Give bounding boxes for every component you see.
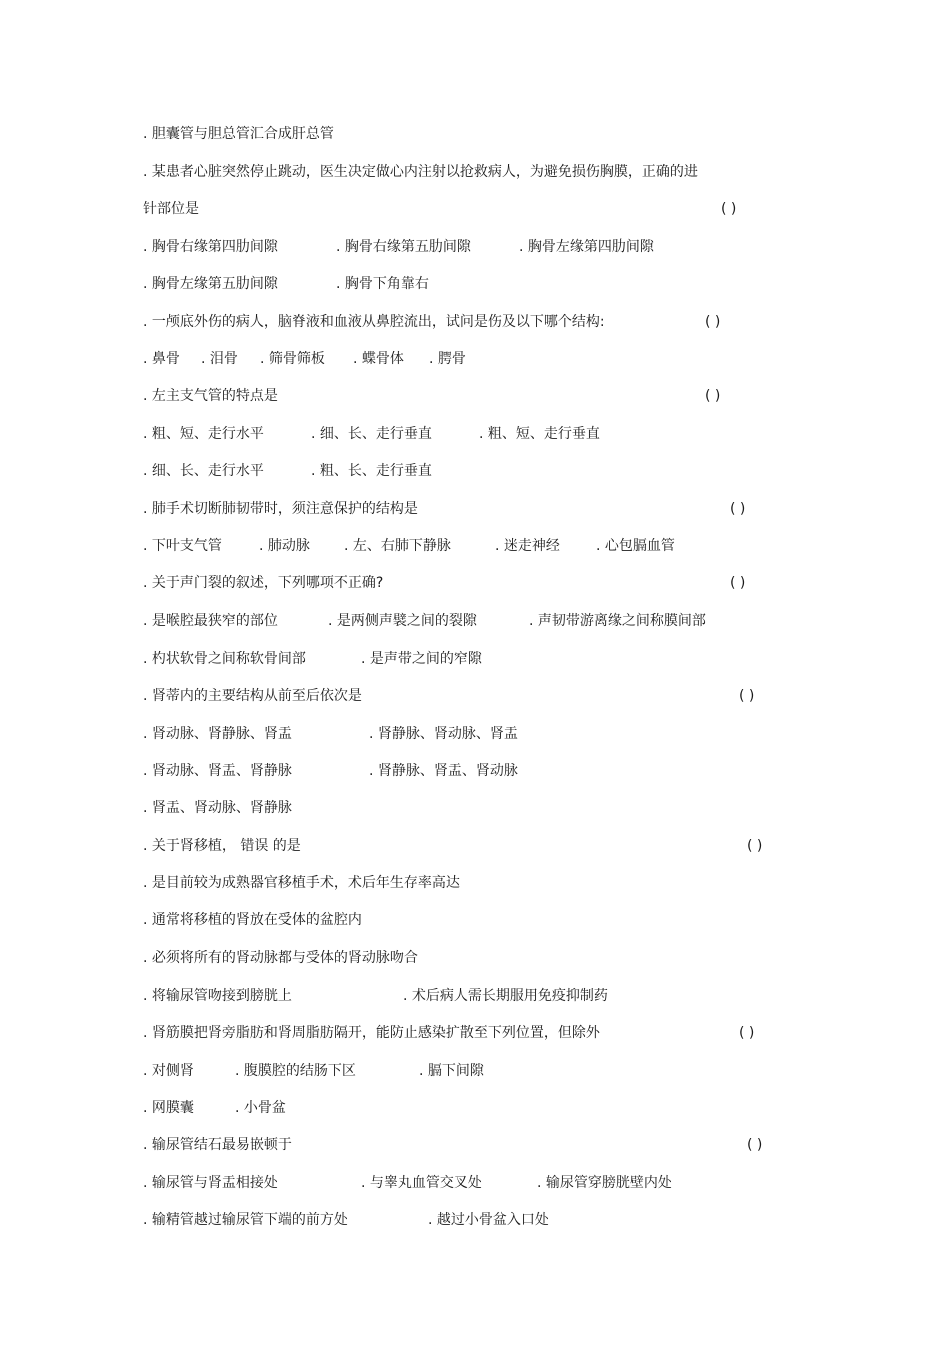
option-text: . 输精管越过输尿管下端的前方处 bbox=[143, 1212, 348, 1228]
option-text: . 心包膈血管 bbox=[596, 538, 675, 554]
option-text: . 膈下间隙 bbox=[419, 1063, 484, 1079]
option-text: . 杓状软骨之间称软骨间部 bbox=[143, 651, 306, 667]
answer-blank: ( ) bbox=[739, 1025, 755, 1041]
option-text: . 声韧带游离缘之间称膜间部 bbox=[529, 613, 706, 629]
option-text: . 鼻骨 bbox=[143, 351, 180, 367]
option-text: . 迷走神经 bbox=[495, 538, 560, 554]
option-text: . 胸骨右缘第五肋间隙 bbox=[336, 239, 471, 255]
question-text: . 肺手术切断肺韧带时，须注意保护的结构是 bbox=[143, 501, 418, 517]
option-text: . 胸骨左缘第五肋间隙 bbox=[143, 276, 278, 292]
option-text: . 肾静脉、肾动脉、肾盂 bbox=[369, 726, 518, 742]
question-text: . 肾筋膜把肾旁脂肪和肾周脂肪隔开，能防止感染扩散至下列位置，但除外 bbox=[143, 1025, 600, 1041]
answer-blank: ( ) bbox=[747, 838, 763, 854]
option-text: . 越过小骨盆入口处 bbox=[428, 1212, 549, 1228]
option-text: . 通常将移植的肾放在受体的盆腔内 bbox=[143, 912, 362, 928]
option-text: . 是两侧声襞之间的裂隙 bbox=[328, 613, 477, 629]
option-text: . 肾静脉、肾盂、肾动脉 bbox=[369, 763, 518, 779]
option-text: . 必须将所有的肾动脉都与受体的肾动脉吻合 bbox=[143, 950, 418, 966]
option-text: . 左、右肺下静脉 bbox=[344, 538, 451, 554]
option-text: . 是喉腔最狭窄的部位 bbox=[143, 613, 278, 629]
option-text: . 对侧肾 bbox=[143, 1063, 194, 1079]
answer-blank: ( ) bbox=[739, 688, 755, 704]
option-text: . 腹膜腔的结肠下区 bbox=[235, 1063, 356, 1079]
option-text: . 肾动脉、肾静脉、肾盂 bbox=[143, 726, 292, 742]
option-text: . 小骨盆 bbox=[235, 1100, 286, 1116]
question-text: . 输尿管结石最易嵌顿于 bbox=[143, 1137, 292, 1153]
option-text: . 胸骨下角靠右 bbox=[336, 276, 429, 292]
option-text: . 粗、长、走行垂直 bbox=[311, 463, 432, 479]
option-text: . 是声带之间的窄隙 bbox=[361, 651, 482, 667]
option-text: . 细、长、走行垂直 bbox=[311, 426, 432, 442]
option-text: . 细、长、走行水平 bbox=[143, 463, 264, 479]
answer-blank: ( ) bbox=[705, 314, 721, 330]
answer-blank: ( ) bbox=[721, 201, 737, 217]
option-text: . 输尿管与肾盂相接处 bbox=[143, 1175, 278, 1191]
option-text: . 粗、短、走行水平 bbox=[143, 426, 264, 442]
option-text: . 泪骨 bbox=[201, 351, 238, 367]
option-text: . 胸骨左缘第四肋间隙 bbox=[519, 239, 654, 255]
answer-blank: ( ) bbox=[705, 388, 721, 404]
option-text: . 胆囊管与胆总管汇合成肝总管 bbox=[143, 126, 334, 142]
option-text: . 输尿管穿膀胱壁内处 bbox=[537, 1175, 672, 1191]
option-text: . 腭骨 bbox=[429, 351, 466, 367]
option-text: . 胸骨右缘第四肋间隙 bbox=[143, 239, 278, 255]
question-text: . 关于声门裂的叙述，下列哪项不正确? bbox=[143, 575, 384, 591]
option-text: . 肾盂、肾动脉、肾静脉 bbox=[143, 800, 292, 816]
option-text: . 下叶支气管 bbox=[143, 538, 222, 554]
option-text: . 是目前较为成熟器官移植手术，术后年生存率高达 bbox=[143, 875, 460, 891]
question-text: . 某患者心脏突然停止跳动，医生决定做心内注射以抢救病人，为避免损伤胸膜，正确的进 bbox=[143, 164, 698, 180]
question-text: . 左主支气管的特点是 bbox=[143, 388, 278, 404]
option-text: . 与睾丸血管交叉处 bbox=[361, 1175, 482, 1191]
option-text: . 术后病人需长期服用免疫抑制药 bbox=[403, 988, 608, 1004]
answer-blank: ( ) bbox=[730, 575, 746, 591]
question-text: 针部位是 bbox=[143, 201, 199, 217]
option-text: . 肾动脉、肾盂、肾静脉 bbox=[143, 763, 292, 779]
option-text: . 粗、短、走行垂直 bbox=[479, 426, 600, 442]
option-text: . 将输尿管吻接到膀胱上 bbox=[143, 988, 292, 1004]
question-text: . 一颅底外伤的病人，脑脊液和血液从鼻腔流出，试问是伤及以下哪个结构: bbox=[143, 314, 605, 330]
option-text: . 网膜囊 bbox=[143, 1100, 194, 1116]
option-text: . 筛骨筛板 bbox=[260, 351, 325, 367]
answer-blank: ( ) bbox=[730, 501, 746, 517]
option-text: . 肺动脉 bbox=[259, 538, 310, 554]
answer-blank: ( ) bbox=[747, 1137, 763, 1153]
option-text: . 蝶骨体 bbox=[353, 351, 404, 367]
question-text: . 肾蒂内的主要结构从前至后依次是 bbox=[143, 688, 362, 704]
question-text: . 关于肾移植， 错误 的是 bbox=[143, 838, 301, 854]
